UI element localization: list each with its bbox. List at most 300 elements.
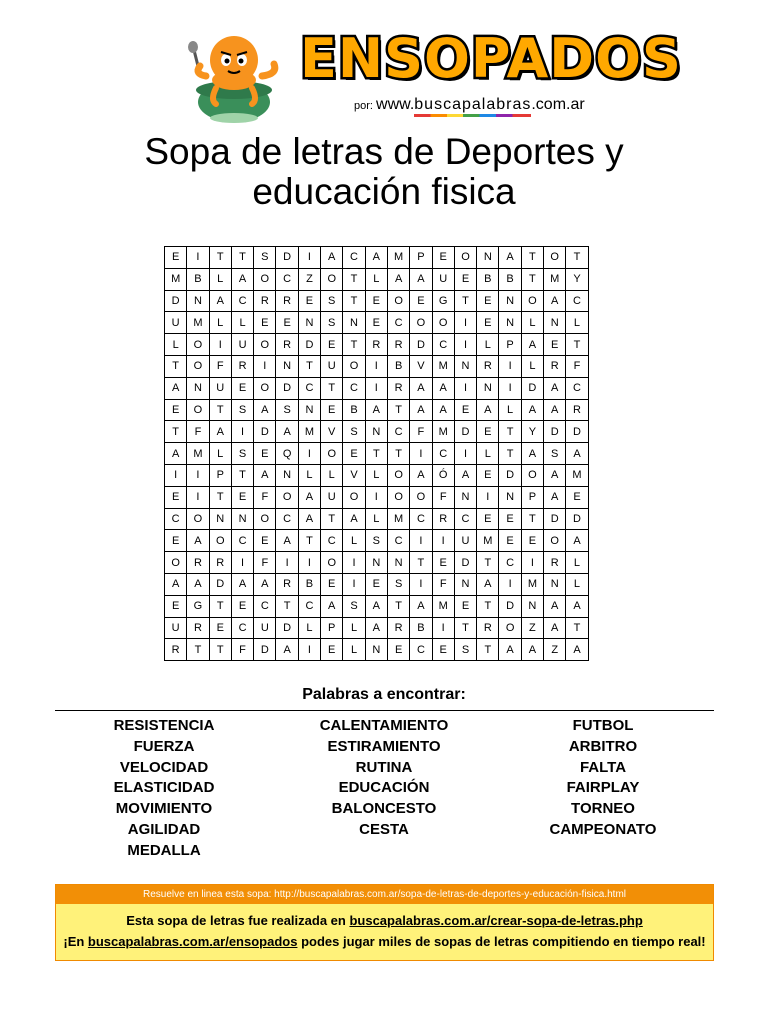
- grid-cell[interactable]: A: [254, 464, 276, 486]
- grid-cell[interactable]: D: [544, 508, 566, 530]
- grid-cell[interactable]: M: [187, 443, 209, 465]
- grid-cell[interactable]: O: [387, 464, 409, 486]
- grid-cell[interactable]: A: [566, 595, 588, 617]
- grid-cell[interactable]: E: [321, 334, 343, 356]
- grid-cell[interactable]: R: [276, 334, 298, 356]
- grid-cell[interactable]: I: [187, 247, 209, 269]
- grid-cell[interactable]: N: [477, 247, 499, 269]
- grid-cell[interactable]: O: [276, 486, 298, 508]
- grid-cell[interactable]: F: [566, 355, 588, 377]
- grid-cell[interactable]: I: [209, 334, 231, 356]
- online-link[interactable]: Resuelve en linea esta sopa: http://buscapalabras.com.ar/sopa-de-letras-de-deportes-y-educación-fisica.html: [56, 885, 713, 904]
- grid-cell[interactable]: F: [209, 355, 231, 377]
- grid-cell[interactable]: D: [254, 639, 276, 661]
- grid-cell[interactable]: L: [343, 617, 365, 639]
- grid-cell[interactable]: T: [187, 639, 209, 661]
- grid-cell[interactable]: C: [499, 552, 521, 574]
- grid-cell[interactable]: S: [321, 290, 343, 312]
- grid-cell[interactable]: A: [165, 443, 187, 465]
- grid-cell[interactable]: S: [231, 443, 253, 465]
- grid-cell[interactable]: F: [432, 486, 454, 508]
- grid-cell[interactable]: C: [276, 508, 298, 530]
- grid-cell[interactable]: D: [454, 552, 476, 574]
- grid-cell[interactable]: P: [499, 334, 521, 356]
- grid-cell[interactable]: M: [521, 573, 543, 595]
- grid-cell[interactable]: E: [165, 486, 187, 508]
- grid-cell[interactable]: L: [521, 355, 543, 377]
- grid-cell[interactable]: A: [521, 334, 543, 356]
- grid-cell[interactable]: C: [343, 377, 365, 399]
- grid-cell[interactable]: I: [521, 552, 543, 574]
- grid-cell[interactable]: A: [343, 508, 365, 530]
- grid-cell[interactable]: U: [321, 355, 343, 377]
- grid-cell[interactable]: E: [365, 312, 387, 334]
- grid-cell[interactable]: A: [276, 639, 298, 661]
- grid-cell[interactable]: G: [432, 290, 454, 312]
- grid-cell[interactable]: O: [187, 355, 209, 377]
- grid-cell[interactable]: O: [254, 334, 276, 356]
- grid-cell[interactable]: O: [165, 552, 187, 574]
- grid-cell[interactable]: A: [544, 617, 566, 639]
- grid-cell[interactable]: C: [432, 334, 454, 356]
- grid-cell[interactable]: Y: [566, 268, 588, 290]
- grid-cell[interactable]: A: [254, 573, 276, 595]
- grid-cell[interactable]: D: [209, 573, 231, 595]
- grid-cell[interactable]: I: [454, 312, 476, 334]
- grid-cell[interactable]: C: [321, 530, 343, 552]
- grid-cell[interactable]: O: [187, 399, 209, 421]
- grid-cell[interactable]: F: [231, 639, 253, 661]
- grid-cell[interactable]: I: [298, 552, 320, 574]
- grid-cell[interactable]: I: [298, 247, 320, 269]
- grid-cell[interactable]: N: [387, 552, 409, 574]
- grid-cell[interactable]: C: [566, 290, 588, 312]
- grid-cell[interactable]: T: [477, 595, 499, 617]
- grid-cell[interactable]: N: [544, 573, 566, 595]
- grid-cell[interactable]: C: [410, 639, 432, 661]
- grid-cell[interactable]: L: [165, 334, 187, 356]
- grid-cell[interactable]: E: [343, 443, 365, 465]
- grid-cell[interactable]: P: [321, 617, 343, 639]
- grid-cell[interactable]: S: [321, 312, 343, 334]
- grid-cell[interactable]: N: [454, 486, 476, 508]
- grid-cell[interactable]: R: [187, 552, 209, 574]
- grid-cell[interactable]: M: [432, 355, 454, 377]
- grid-cell[interactable]: A: [187, 573, 209, 595]
- grid-cell[interactable]: R: [387, 617, 409, 639]
- grid-cell[interactable]: C: [432, 443, 454, 465]
- grid-cell[interactable]: E: [254, 530, 276, 552]
- grid-cell[interactable]: I: [343, 573, 365, 595]
- grid-cell[interactable]: E: [165, 399, 187, 421]
- grid-cell[interactable]: R: [477, 355, 499, 377]
- grid-cell[interactable]: A: [410, 268, 432, 290]
- grid-cell[interactable]: A: [298, 486, 320, 508]
- grid-cell[interactable]: T: [566, 247, 588, 269]
- grid-cell[interactable]: E: [454, 399, 476, 421]
- create-link[interactable]: buscapalabras.com.ar/crear-sopa-de-letras.php: [349, 913, 643, 928]
- grid-cell[interactable]: T: [499, 421, 521, 443]
- grid-cell[interactable]: E: [365, 573, 387, 595]
- grid-cell[interactable]: Ó: [432, 464, 454, 486]
- grid-cell[interactable]: N: [544, 312, 566, 334]
- grid-cell[interactable]: T: [343, 268, 365, 290]
- grid-cell[interactable]: C: [387, 421, 409, 443]
- grid-cell[interactable]: T: [165, 421, 187, 443]
- grid-cell[interactable]: E: [544, 334, 566, 356]
- grid-cell[interactable]: T: [209, 595, 231, 617]
- grid-cell[interactable]: R: [387, 377, 409, 399]
- grid-cell[interactable]: D: [499, 464, 521, 486]
- grid-cell[interactable]: N: [231, 508, 253, 530]
- grid-cell[interactable]: V: [410, 355, 432, 377]
- grid-cell[interactable]: L: [566, 573, 588, 595]
- grid-cell[interactable]: I: [477, 486, 499, 508]
- grid-cell[interactable]: A: [254, 399, 276, 421]
- grid-cell[interactable]: U: [321, 486, 343, 508]
- grid-cell[interactable]: E: [209, 617, 231, 639]
- grid-cell[interactable]: A: [321, 247, 343, 269]
- grid-cell[interactable]: C: [298, 377, 320, 399]
- grid-cell[interactable]: P: [521, 486, 543, 508]
- grid-cell[interactable]: C: [276, 268, 298, 290]
- grid-cell[interactable]: D: [276, 247, 298, 269]
- grid-cell[interactable]: T: [298, 530, 320, 552]
- grid-cell[interactable]: F: [187, 421, 209, 443]
- grid-cell[interactable]: I: [432, 617, 454, 639]
- grid-cell[interactable]: I: [231, 552, 253, 574]
- grid-cell[interactable]: A: [454, 464, 476, 486]
- grid-cell[interactable]: U: [454, 530, 476, 552]
- grid-cell[interactable]: O: [544, 247, 566, 269]
- grid-cell[interactable]: T: [231, 247, 253, 269]
- grid-cell[interactable]: O: [209, 530, 231, 552]
- grid-cell[interactable]: O: [387, 290, 409, 312]
- grid-cell[interactable]: D: [499, 595, 521, 617]
- grid-cell[interactable]: E: [231, 595, 253, 617]
- grid-cell[interactable]: O: [343, 355, 365, 377]
- grid-cell[interactable]: I: [254, 355, 276, 377]
- grid-cell[interactable]: C: [343, 247, 365, 269]
- grid-cell[interactable]: A: [165, 573, 187, 595]
- grid-cell[interactable]: O: [410, 486, 432, 508]
- grid-cell[interactable]: E: [298, 290, 320, 312]
- grid-cell[interactable]: C: [387, 312, 409, 334]
- grid-cell[interactable]: A: [365, 595, 387, 617]
- grid-cell[interactable]: I: [298, 443, 320, 465]
- grid-cell[interactable]: R: [187, 617, 209, 639]
- grid-cell[interactable]: L: [477, 443, 499, 465]
- grid-cell[interactable]: D: [521, 377, 543, 399]
- grid-cell[interactable]: E: [566, 486, 588, 508]
- grid-cell[interactable]: L: [209, 443, 231, 465]
- grid-cell[interactable]: C: [387, 530, 409, 552]
- grid-cell[interactable]: N: [499, 312, 521, 334]
- grid-cell[interactable]: E: [477, 290, 499, 312]
- grid-cell[interactable]: R: [231, 355, 253, 377]
- grid-cell[interactable]: O: [187, 334, 209, 356]
- grid-cell[interactable]: R: [566, 399, 588, 421]
- grid-cell[interactable]: O: [254, 377, 276, 399]
- grid-cell[interactable]: E: [321, 639, 343, 661]
- grid-cell[interactable]: N: [521, 595, 543, 617]
- grid-cell[interactable]: R: [544, 355, 566, 377]
- grid-cell[interactable]: C: [410, 508, 432, 530]
- grid-cell[interactable]: A: [566, 443, 588, 465]
- grid-cell[interactable]: A: [165, 377, 187, 399]
- grid-cell[interactable]: E: [477, 421, 499, 443]
- grid-cell[interactable]: P: [410, 247, 432, 269]
- grid-cell[interactable]: N: [365, 639, 387, 661]
- grid-cell[interactable]: A: [276, 421, 298, 443]
- grid-cell[interactable]: A: [477, 573, 499, 595]
- grid-cell[interactable]: A: [276, 530, 298, 552]
- grid-cell[interactable]: E: [499, 530, 521, 552]
- grid-cell[interactable]: E: [231, 486, 253, 508]
- grid-cell[interactable]: L: [209, 312, 231, 334]
- grid-cell[interactable]: D: [254, 421, 276, 443]
- grid-cell[interactable]: E: [254, 312, 276, 334]
- grid-cell[interactable]: L: [365, 268, 387, 290]
- grid-cell[interactable]: T: [321, 377, 343, 399]
- grid-cell[interactable]: A: [209, 421, 231, 443]
- grid-cell[interactable]: R: [477, 617, 499, 639]
- grid-cell[interactable]: A: [209, 290, 231, 312]
- grid-cell[interactable]: L: [521, 312, 543, 334]
- grid-cell[interactable]: L: [566, 552, 588, 574]
- grid-cell[interactable]: C: [165, 508, 187, 530]
- grid-cell[interactable]: A: [187, 530, 209, 552]
- grid-cell[interactable]: F: [410, 421, 432, 443]
- grid-cell[interactable]: L: [343, 530, 365, 552]
- grid-cell[interactable]: D: [566, 508, 588, 530]
- grid-cell[interactable]: R: [165, 639, 187, 661]
- grid-cell[interactable]: A: [298, 508, 320, 530]
- grid-cell[interactable]: P: [209, 464, 231, 486]
- grid-cell[interactable]: I: [499, 377, 521, 399]
- grid-cell[interactable]: T: [165, 355, 187, 377]
- ensopados-link[interactable]: buscapalabras.com.ar/ensopados: [87, 934, 298, 949]
- grid-cell[interactable]: U: [165, 617, 187, 639]
- grid-cell[interactable]: T: [521, 247, 543, 269]
- grid-cell[interactable]: M: [298, 421, 320, 443]
- grid-cell[interactable]: V: [321, 421, 343, 443]
- grid-cell[interactable]: N: [365, 552, 387, 574]
- grid-cell[interactable]: A: [321, 595, 343, 617]
- grid-cell[interactable]: S: [343, 421, 365, 443]
- grid-cell[interactable]: R: [544, 552, 566, 574]
- grid-cell[interactable]: L: [343, 639, 365, 661]
- grid-cell[interactable]: I: [343, 552, 365, 574]
- grid-cell[interactable]: D: [165, 290, 187, 312]
- grid-cell[interactable]: I: [499, 355, 521, 377]
- grid-cell[interactable]: R: [209, 552, 231, 574]
- grid-cell[interactable]: T: [499, 443, 521, 465]
- grid-cell[interactable]: A: [544, 486, 566, 508]
- grid-cell[interactable]: Q: [276, 443, 298, 465]
- grid-cell[interactable]: I: [276, 552, 298, 574]
- grid-cell[interactable]: E: [410, 290, 432, 312]
- grid-cell[interactable]: A: [544, 377, 566, 399]
- grid-cell[interactable]: S: [231, 399, 253, 421]
- grid-cell[interactable]: S: [254, 247, 276, 269]
- grid-cell[interactable]: I: [499, 573, 521, 595]
- grid-cell[interactable]: M: [165, 268, 187, 290]
- grid-cell[interactable]: C: [254, 595, 276, 617]
- grid-cell[interactable]: N: [343, 312, 365, 334]
- grid-cell[interactable]: O: [454, 247, 476, 269]
- grid-cell[interactable]: S: [343, 595, 365, 617]
- grid-cell[interactable]: O: [343, 486, 365, 508]
- grid-cell[interactable]: T: [387, 399, 409, 421]
- grid-cell[interactable]: N: [499, 290, 521, 312]
- grid-cell[interactable]: O: [187, 508, 209, 530]
- grid-cell[interactable]: O: [321, 268, 343, 290]
- grid-cell[interactable]: R: [276, 573, 298, 595]
- grid-cell[interactable]: M: [544, 268, 566, 290]
- grid-cell[interactable]: D: [544, 421, 566, 443]
- grid-cell[interactable]: T: [410, 552, 432, 574]
- grid-cell[interactable]: A: [499, 639, 521, 661]
- grid-cell[interactable]: I: [231, 421, 253, 443]
- grid-cell[interactable]: E: [165, 595, 187, 617]
- grid-cell[interactable]: L: [365, 508, 387, 530]
- grid-cell[interactable]: M: [432, 421, 454, 443]
- grid-cell[interactable]: Z: [298, 268, 320, 290]
- grid-cell[interactable]: A: [544, 399, 566, 421]
- grid-cell[interactable]: E: [432, 247, 454, 269]
- grid-cell[interactable]: B: [187, 268, 209, 290]
- grid-cell[interactable]: B: [410, 617, 432, 639]
- grid-cell[interactable]: N: [276, 355, 298, 377]
- grid-cell[interactable]: T: [477, 639, 499, 661]
- grid-cell[interactable]: T: [343, 290, 365, 312]
- grid-cell[interactable]: E: [321, 399, 343, 421]
- grid-cell[interactable]: N: [454, 573, 476, 595]
- grid-cell[interactable]: M: [477, 530, 499, 552]
- grid-cell[interactable]: T: [209, 247, 231, 269]
- grid-cell[interactable]: E: [432, 552, 454, 574]
- grid-cell[interactable]: I: [454, 443, 476, 465]
- grid-cell[interactable]: E: [477, 312, 499, 334]
- grid-cell[interactable]: L: [231, 312, 253, 334]
- grid-cell[interactable]: R: [387, 334, 409, 356]
- grid-cell[interactable]: I: [410, 443, 432, 465]
- grid-cell[interactable]: O: [521, 290, 543, 312]
- grid-cell[interactable]: B: [387, 355, 409, 377]
- grid-cell[interactable]: R: [254, 290, 276, 312]
- grid-cell[interactable]: E: [276, 312, 298, 334]
- grid-cell[interactable]: Z: [544, 639, 566, 661]
- grid-cell[interactable]: M: [566, 464, 588, 486]
- grid-cell[interactable]: T: [209, 486, 231, 508]
- grid-cell[interactable]: I: [365, 377, 387, 399]
- grid-cell[interactable]: B: [343, 399, 365, 421]
- grid-cell[interactable]: E: [477, 464, 499, 486]
- grid-cell[interactable]: S: [276, 399, 298, 421]
- grid-cell[interactable]: M: [387, 247, 409, 269]
- grid-cell[interactable]: N: [477, 377, 499, 399]
- grid-cell[interactable]: N: [187, 290, 209, 312]
- grid-cell[interactable]: E: [387, 639, 409, 661]
- grid-cell[interactable]: A: [410, 464, 432, 486]
- grid-cell[interactable]: T: [276, 595, 298, 617]
- grid-cell[interactable]: T: [365, 443, 387, 465]
- grid-cell[interactable]: D: [454, 421, 476, 443]
- grid-cell[interactable]: O: [521, 464, 543, 486]
- grid-cell[interactable]: A: [499, 247, 521, 269]
- grid-cell[interactable]: N: [298, 312, 320, 334]
- grid-cell[interactable]: T: [387, 443, 409, 465]
- grid-cell[interactable]: A: [231, 573, 253, 595]
- grid-cell[interactable]: I: [365, 355, 387, 377]
- grid-cell[interactable]: E: [521, 530, 543, 552]
- grid-cell[interactable]: T: [387, 595, 409, 617]
- grid-cell[interactable]: A: [521, 399, 543, 421]
- grid-cell[interactable]: U: [231, 334, 253, 356]
- grid-cell[interactable]: G: [187, 595, 209, 617]
- grid-cell[interactable]: A: [566, 530, 588, 552]
- grid-cell[interactable]: T: [209, 399, 231, 421]
- grid-cell[interactable]: F: [432, 573, 454, 595]
- grid-cell[interactable]: L: [499, 399, 521, 421]
- grid-cell[interactable]: A: [521, 639, 543, 661]
- grid-cell[interactable]: A: [365, 399, 387, 421]
- grid-cell[interactable]: O: [410, 312, 432, 334]
- grid-cell[interactable]: L: [365, 464, 387, 486]
- grid-cell[interactable]: L: [209, 268, 231, 290]
- grid-cell[interactable]: O: [544, 530, 566, 552]
- grid-cell[interactable]: T: [454, 617, 476, 639]
- grid-cell[interactable]: F: [254, 486, 276, 508]
- grid-cell[interactable]: I: [432, 530, 454, 552]
- grid-cell[interactable]: I: [365, 486, 387, 508]
- grid-cell[interactable]: L: [321, 464, 343, 486]
- grid-cell[interactable]: D: [566, 421, 588, 443]
- grid-cell[interactable]: I: [410, 530, 432, 552]
- grid-cell[interactable]: A: [432, 399, 454, 421]
- grid-cell[interactable]: I: [165, 464, 187, 486]
- grid-cell[interactable]: E: [477, 508, 499, 530]
- grid-cell[interactable]: E: [165, 530, 187, 552]
- grid-cell[interactable]: I: [454, 334, 476, 356]
- grid-cell[interactable]: Z: [521, 617, 543, 639]
- grid-cell[interactable]: C: [231, 530, 253, 552]
- grid-cell[interactable]: N: [298, 399, 320, 421]
- grid-cell[interactable]: L: [566, 312, 588, 334]
- grid-cell[interactable]: A: [365, 617, 387, 639]
- grid-cell[interactable]: N: [454, 355, 476, 377]
- grid-cell[interactable]: S: [454, 639, 476, 661]
- grid-cell[interactable]: E: [254, 443, 276, 465]
- grid-cell[interactable]: C: [231, 290, 253, 312]
- grid-cell[interactable]: A: [365, 247, 387, 269]
- grid-cell[interactable]: T: [209, 639, 231, 661]
- grid-cell[interactable]: O: [387, 486, 409, 508]
- grid-cell[interactable]: B: [477, 268, 499, 290]
- grid-cell[interactable]: T: [477, 552, 499, 574]
- grid-cell[interactable]: E: [454, 595, 476, 617]
- grid-cell[interactable]: C: [566, 377, 588, 399]
- grid-cell[interactable]: O: [321, 443, 343, 465]
- grid-cell[interactable]: A: [521, 443, 543, 465]
- grid-cell[interactable]: T: [321, 508, 343, 530]
- grid-cell[interactable]: V: [343, 464, 365, 486]
- grid-cell[interactable]: C: [298, 595, 320, 617]
- grid-cell[interactable]: A: [544, 464, 566, 486]
- grid-cell[interactable]: O: [321, 552, 343, 574]
- grid-cell[interactable]: O: [254, 268, 276, 290]
